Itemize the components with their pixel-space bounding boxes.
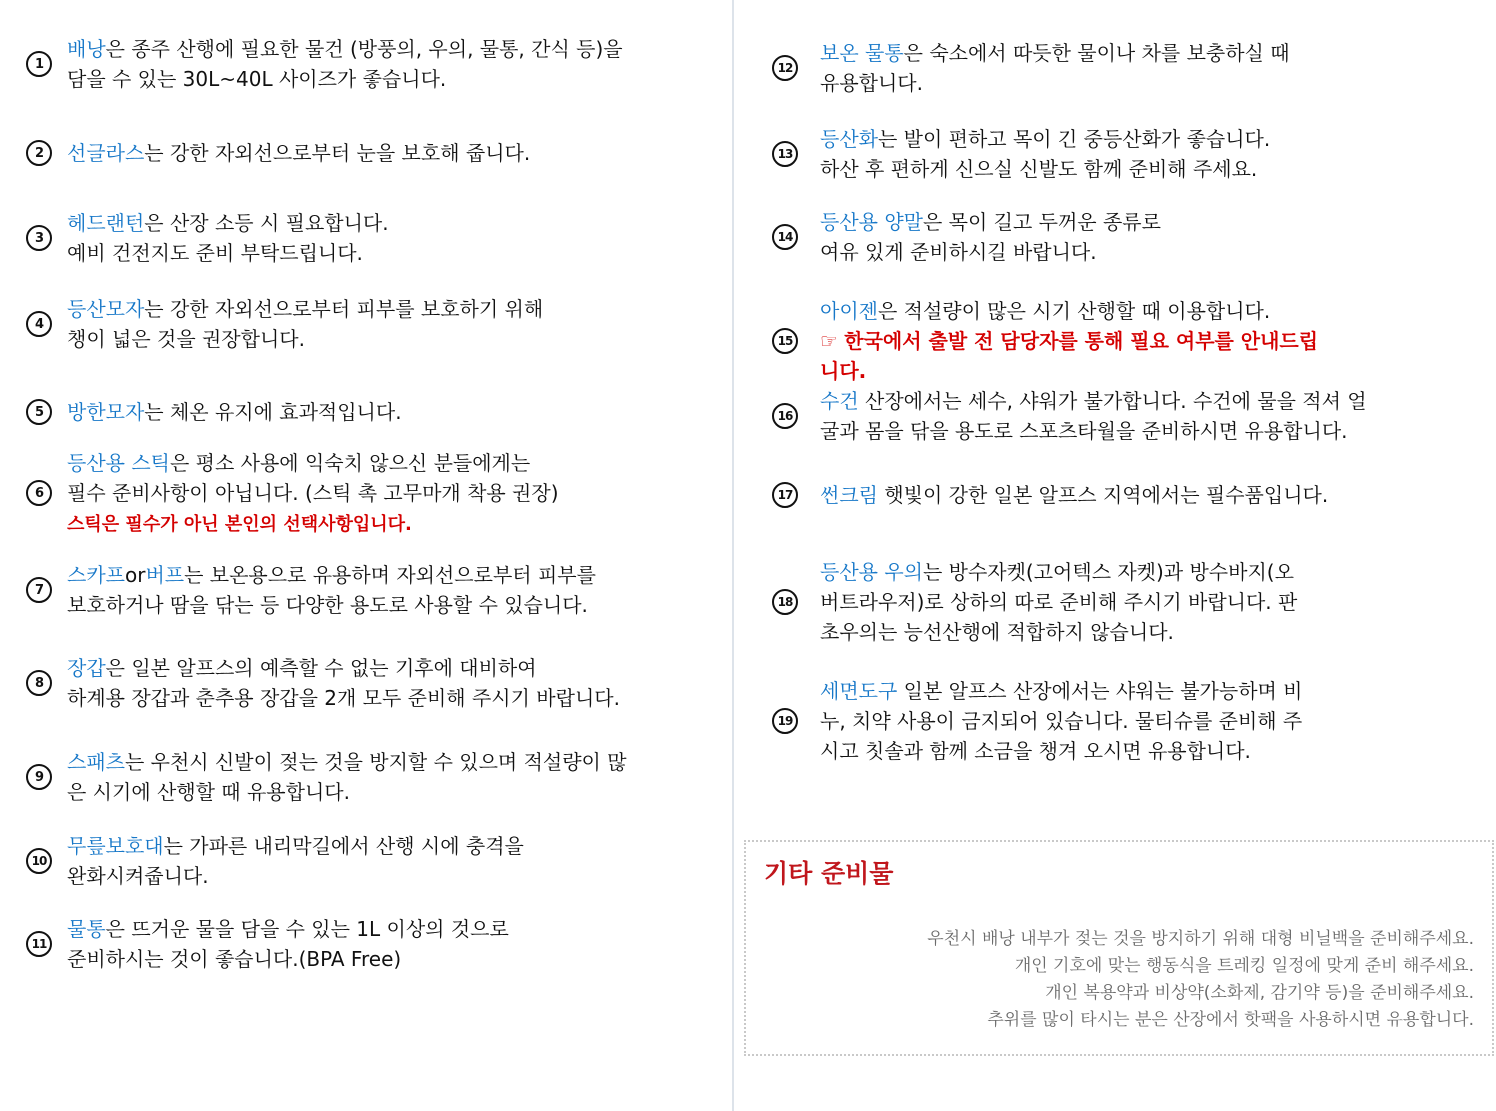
item-number-badge: 14 — [772, 224, 798, 250]
item-text — [67, 34, 623, 94]
item-line — [820, 356, 1318, 386]
item-number-badge: 4 — [26, 311, 52, 337]
item-keyword: 물통 — [67, 917, 106, 941]
item-text — [67, 208, 389, 268]
item-keyword: 등산용 스틱 — [67, 451, 170, 475]
item-keyword: 썬크림 — [820, 483, 878, 507]
item-text-segment: 산장에서는 세수, 샤워가 불가합니다. 수건에 물을 적셔 얼 — [858, 389, 1367, 413]
item-text-segment: 은 적설량이 많은 시기 산행할 때 이용합니다. — [877, 299, 1271, 323]
item-text-segment: 는 우천시 신발이 젖는 것을 방지할 수 있으며 적설량이 많 — [124, 750, 627, 774]
item-text — [820, 38, 1290, 98]
item-line — [67, 653, 620, 683]
item-line — [67, 397, 402, 427]
item-text-segment: 필수 준비사항이 아닙니다. (스틱 촉 고무마개 착용 권장) — [67, 481, 559, 505]
item-text-segment: 누, 치약 사용이 금지되어 있습니다. 물티슈를 준비해 주 — [820, 709, 1303, 733]
item-text — [67, 138, 530, 168]
item-text-segment: 는 체온 유지에 효과적입니다. — [144, 400, 402, 424]
item-text-segment: 햇빛이 강한 일본 알프스 지역에서는 필수품입니다. — [877, 483, 1329, 507]
item-number-badge: 11 — [26, 931, 52, 957]
item-line — [820, 237, 1161, 267]
item-text — [67, 831, 524, 891]
item-number-badge: 12 — [772, 55, 798, 81]
item-text-segment: 스틱은 필수가 아닌 본인의 선택사항입니다. — [67, 514, 412, 535]
item-number-badge: 3 — [26, 225, 52, 251]
item-line — [820, 736, 1303, 766]
item-text-segment: 준비하시는 것이 좋습니다.(BPA Free) — [67, 947, 402, 971]
item-number-badge: 9 — [26, 764, 52, 790]
item-text-segment: 담을 수 있는 30L~40L 사이즈가 좋습니다. — [67, 67, 447, 91]
item-text-segment: 은 시기에 산행할 때 유용합니다. — [67, 780, 350, 804]
item-number-badge: 5 — [26, 399, 52, 425]
item-text — [820, 557, 1297, 647]
item-text-segment: 굴과 몸을 닦을 용도로 스포츠타월을 준비하시면 유용합니다. — [820, 419, 1348, 443]
item-text-segment: 는 가파른 내리막길에서 산행 시에 충격을 — [163, 834, 524, 858]
item-line — [67, 208, 389, 238]
item-text — [67, 653, 620, 713]
item-text — [67, 914, 509, 974]
item-line — [67, 560, 596, 590]
etc-title: 기타 준비물 — [764, 859, 894, 888]
item-text — [67, 560, 596, 620]
item-line — [67, 590, 596, 620]
item-text-segment: 는 방수자켓(고어텍스 자켓)과 방수바지(오 — [922, 560, 1294, 584]
item-line — [67, 64, 623, 94]
item-number-badge: 15 — [772, 328, 798, 354]
item-keyword: 등산화 — [820, 127, 878, 151]
item-line — [67, 683, 620, 713]
item-text — [67, 747, 627, 807]
item-keyword: 방한모자 — [67, 400, 145, 424]
item-text — [820, 480, 1328, 510]
item-text-segment: 완화시켜줍니다. — [67, 864, 209, 888]
item-number-badge: 10 — [26, 848, 52, 874]
item-line — [67, 294, 543, 324]
item-line — [820, 296, 1318, 326]
item-text — [820, 386, 1367, 446]
item-text-segment: 는 강한 자외선으로부터 눈을 보호해 줍니다. — [144, 141, 531, 165]
item-number-badge: 17 — [772, 482, 798, 508]
item-text — [820, 676, 1303, 766]
etc-line: 개인 기호에 맞는 행동식을 트레킹 일정에 맞게 준비 해주세요. — [1014, 956, 1474, 976]
item-text-segment: 하산 후 편하게 신으실 신발도 함께 준비해 주세요. — [820, 157, 1258, 181]
item-number-badge: 13 — [772, 141, 798, 167]
item-text-segment: 는 발이 편하고 목이 긴 중등산화가 좋습니다. — [877, 127, 1271, 151]
item-text-segment: ☞ — [820, 329, 845, 353]
item-text-segment: 는 강한 자외선으로부터 피부를 보호하기 위해 — [144, 297, 544, 321]
item-text-segment: 버트라우저)로 상하의 따로 준비해 주시기 바랍니다. 판 — [820, 590, 1298, 614]
item-text-segment: 하계용 장갑과 춘추용 장갑을 2개 모두 준비해 주시기 바랍니다. — [67, 686, 620, 710]
item-text — [820, 124, 1270, 184]
item-text — [820, 207, 1161, 267]
item-line — [820, 38, 1290, 68]
item-line — [67, 747, 627, 777]
item-number-badge: 8 — [26, 670, 52, 696]
item-text-segment: 은 숙소에서 따듯한 물이나 차를 보충하실 때 — [903, 41, 1290, 65]
item-line — [820, 480, 1328, 510]
item-text-segment: 여유 있게 준비하시길 바랍니다. — [820, 240, 1097, 264]
item-number-badge: 7 — [26, 577, 52, 603]
etc-list — [927, 926, 1474, 1034]
item-text-segment: 한국에서 출발 전 담당자를 통해 필요 여부를 안내드립 — [844, 329, 1319, 353]
item-keyword: 장갑 — [67, 656, 106, 680]
item-keyword: 등산모자 — [67, 297, 145, 321]
item-line — [67, 324, 543, 354]
item-keyword: 스카프 — [67, 563, 125, 587]
item-text-segment: 은 평소 사용에 익숙치 않으신 분들에게는 — [169, 451, 531, 475]
item-keyword: 스패츠 — [67, 750, 125, 774]
etc-section — [744, 840, 1494, 1056]
item-text — [67, 294, 543, 354]
item-line — [67, 944, 509, 974]
item-text-segment: 예비 건전지도 준비 부탁드립니다. — [67, 241, 363, 265]
item-number-badge: 18 — [772, 589, 798, 615]
item-line — [820, 676, 1303, 706]
item-text-segment: 시고 칫솔과 함께 소금을 챙겨 오시면 유용합니다. — [820, 739, 1251, 763]
item-text — [67, 397, 402, 427]
item-number-badge: 19 — [772, 708, 798, 734]
item-text-segment: 은 산장 소등 시 필요합니다. — [144, 211, 389, 235]
item-line — [67, 448, 559, 478]
item-text-segment: 은 목이 길고 두꺼운 종류로 — [922, 210, 1161, 234]
item-line — [67, 508, 559, 540]
item-line — [820, 154, 1270, 184]
item-text-segment: 는 보온용으로 유용하며 자외선으로부터 피부를 — [184, 563, 596, 587]
item-text-segment: 은 뜨거운 물을 담을 수 있는 1L 이상의 것으로 — [105, 917, 509, 941]
item-keyword: 아이젠 — [820, 299, 878, 323]
item-line — [820, 326, 1318, 356]
item-text-segment: 초우의는 능선산행에 적합하지 않습니다. — [820, 620, 1174, 644]
item-line — [820, 706, 1303, 736]
item-text-segment: 은 일본 알프스의 예측할 수 없는 기후에 대비하여 — [105, 656, 537, 680]
item-line — [820, 68, 1290, 98]
item-line — [67, 34, 623, 64]
item-line — [820, 386, 1367, 416]
item-line — [67, 777, 627, 807]
etc-line: 우천시 배낭 내부가 젖는 것을 방지하기 위해 대형 비닐백을 준비해주세요. — [927, 929, 1474, 949]
item-number-badge: 16 — [772, 403, 798, 429]
item-keyword: 등산용 양말 — [820, 210, 923, 234]
item-keyword: 수건 — [820, 389, 859, 413]
column-divider — [732, 0, 734, 1111]
item-line — [820, 557, 1297, 587]
item-text — [67, 448, 559, 540]
item-number-badge: 6 — [26, 480, 52, 506]
item-text-segment: or — [124, 563, 146, 587]
etc-line: 추위를 많이 타시는 분은 산장에서 핫팩을 사용하시면 유용합니다. — [987, 1010, 1474, 1030]
item-line — [67, 138, 530, 168]
item-keyword: 세면도구 — [820, 679, 898, 703]
item-line — [820, 207, 1161, 237]
item-text-segment: 일본 알프스 산장에서는 샤워는 불가능하며 비 — [897, 679, 1303, 703]
item-line — [67, 831, 524, 861]
item-keyword: 무릎보호대 — [67, 834, 164, 858]
item-line — [820, 124, 1270, 154]
item-number-badge: 2 — [26, 140, 52, 166]
item-keyword: 보온 물통 — [820, 41, 904, 65]
item-line — [67, 238, 389, 268]
item-line — [67, 861, 524, 891]
item-line — [67, 914, 509, 944]
item-keyword: 등산용 우의 — [820, 560, 923, 584]
item-text-segment: 은 종주 산행에 필요한 물건 (방풍의, 우의, 물통, 간식 등)을 — [105, 37, 623, 61]
item-keyword: 헤드랜턴 — [67, 211, 145, 235]
item-text-segment: 챙이 넓은 것을 권장합니다. — [67, 327, 305, 351]
etc-line: 개인 복용약과 비상약(소화제, 감기약 등)을 준비해주세요. — [1045, 983, 1474, 1003]
item-keyword: 버프 — [145, 563, 185, 587]
item-line — [67, 478, 559, 508]
item-keyword: 배낭 — [67, 37, 106, 61]
item-text-segment: 유용합니다. — [820, 71, 923, 95]
item-line — [820, 617, 1297, 647]
item-line — [820, 416, 1367, 446]
item-line — [820, 587, 1297, 617]
item-number-badge: 1 — [26, 51, 52, 77]
item-text-segment: 니다. — [820, 359, 867, 383]
item-text — [820, 296, 1318, 386]
item-text-segment: 보호하거나 땀을 닦는 등 다양한 용도로 사용할 수 있습니다. — [67, 593, 588, 617]
item-keyword: 선글라스 — [67, 141, 145, 165]
